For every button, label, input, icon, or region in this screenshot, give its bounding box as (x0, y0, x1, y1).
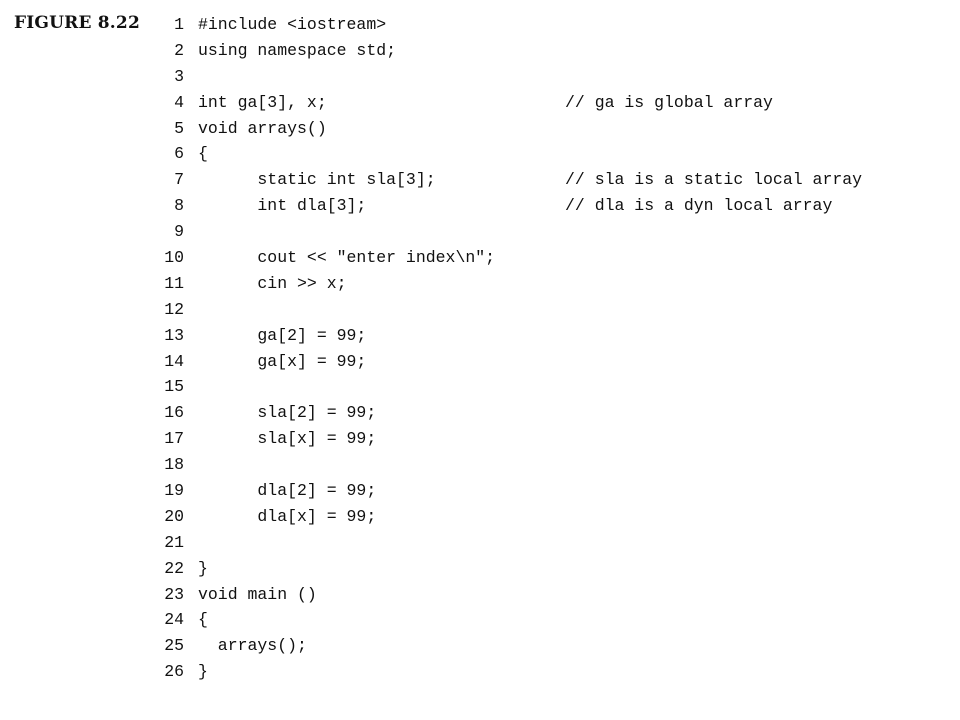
line-number: 24 (164, 610, 184, 630)
line-number: 23 (164, 584, 184, 604)
code-line (150, 271, 950, 297)
line-code: ga[x] = 99; (198, 351, 367, 371)
line-number: 22 (164, 558, 184, 578)
line-code: cout << "enter index\n"; (198, 248, 496, 268)
line-number: 8 (174, 196, 184, 216)
line-comment: // sla is a static local array (565, 170, 863, 190)
line-number: 19 (164, 481, 184, 501)
line-number: 25 (164, 636, 184, 656)
code-line (150, 400, 950, 426)
line-code: void main () (198, 584, 317, 604)
line-code: using namespace std; (198, 40, 397, 60)
line-number: 17 (164, 429, 184, 449)
code-line (150, 556, 950, 582)
line-code: cin >> x; (198, 273, 347, 293)
line-number: 14 (164, 351, 184, 371)
code-line (150, 245, 950, 271)
line-code: } (198, 558, 208, 578)
line-number: 6 (174, 144, 184, 164)
line-number: 18 (164, 455, 184, 475)
line-number: 7 (174, 170, 184, 190)
code-line (150, 349, 950, 375)
line-number: 21 (164, 532, 184, 552)
code-line (150, 426, 950, 452)
code-line (150, 374, 950, 400)
line-number: 1 (174, 15, 184, 34)
line-code: void arrays() (198, 118, 327, 138)
line-number: 9 (174, 222, 184, 242)
line-code: static int sla[3]; (198, 170, 436, 190)
code-line (150, 530, 950, 556)
code-line (150, 193, 950, 219)
line-number: 4 (174, 92, 184, 112)
line-comment: // ga is global array (565, 92, 773, 112)
line-code: #include <iostream> (198, 15, 387, 34)
line-number: 3 (174, 66, 184, 86)
line-code: ga[2] = 99; (198, 325, 367, 345)
line-code: int ga[3], x; (198, 92, 327, 112)
line-code: arrays(); (198, 636, 307, 656)
line-number: 13 (164, 325, 184, 345)
line-number: 10 (164, 248, 184, 268)
code-line (150, 323, 950, 349)
code-line (150, 659, 950, 685)
line-code: { (198, 610, 208, 630)
code-line (150, 504, 950, 530)
line-code: { (198, 144, 208, 164)
line-code: sla[x] = 99; (198, 429, 377, 449)
code-line (150, 297, 950, 323)
line-number: 11 (164, 273, 184, 293)
code-line (150, 167, 950, 193)
code-line (150, 38, 950, 64)
line-number: 20 (164, 506, 184, 526)
line-number: 12 (164, 299, 184, 319)
code-line (150, 607, 950, 633)
line-number: 26 (164, 662, 184, 682)
code-listing (150, 12, 950, 685)
line-code: int dla[3]; (198, 196, 367, 216)
code-line (150, 478, 950, 504)
line-code: dla[2] = 99; (198, 481, 377, 501)
code-line (150, 64, 950, 90)
figure-label: FIGURE 8.22 (14, 13, 140, 33)
line-number: 16 (164, 403, 184, 423)
code-line (150, 452, 950, 478)
line-number: 15 (164, 377, 184, 397)
line-code: sla[2] = 99; (198, 403, 377, 423)
line-code: dla[x] = 99; (198, 506, 377, 526)
code-line (150, 219, 950, 245)
line-code: } (198, 662, 208, 682)
code-line (150, 633, 950, 659)
code-line (150, 12, 950, 38)
code-line (150, 90, 950, 116)
code-line (150, 141, 950, 167)
line-number: 5 (174, 118, 184, 138)
code-line (150, 116, 950, 142)
line-number: 2 (174, 40, 184, 60)
line-comment: // dla is a dyn local array (565, 196, 833, 216)
code-line (150, 582, 950, 608)
